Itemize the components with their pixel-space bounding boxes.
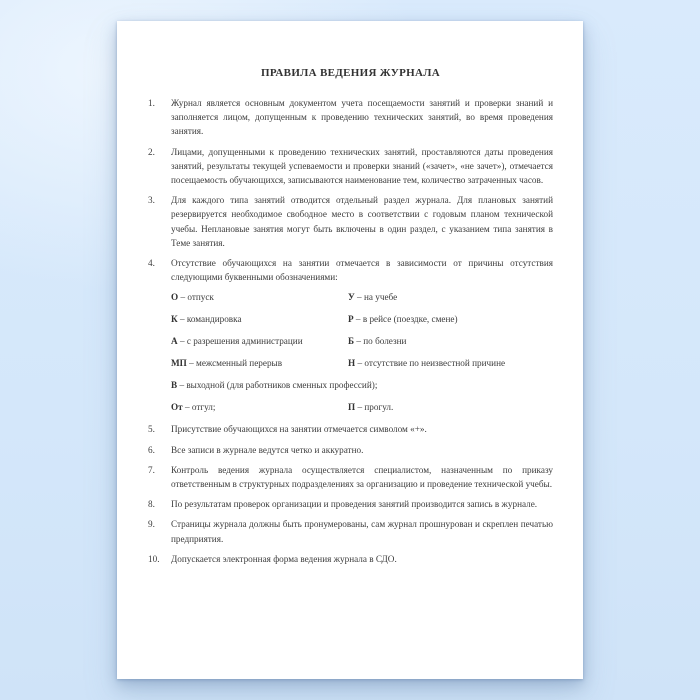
item-text: Допускается электронная форма ведения журнала в СДО. — [171, 553, 397, 564]
list-item-6 — [148, 443, 553, 457]
item-text: Контроль ведения журнала осуществляется специалистом, назначенным по приказу ответственным в структурных подразделениях за организацию и проведение технической учебы. — [171, 464, 553, 490]
absence-code: Б — [348, 336, 355, 347]
item-number: 3. — [148, 195, 155, 206]
absence-code: Р — [348, 314, 354, 325]
absence-code-label: – отгул; — [184, 402, 216, 413]
item-number: 4. — [148, 258, 155, 269]
list-item-4 — [148, 256, 553, 284]
absence-code: В — [171, 380, 178, 391]
item-number: 2. — [148, 146, 155, 157]
absence-code-cell — [171, 334, 348, 348]
absence-code: О — [171, 292, 179, 303]
item-number: 8. — [148, 499, 155, 510]
item-text: Лицами, допущенными к проведению технических занятий, проставляются даты проведения занятий, результаты текущей успеваемости и проверки знаний («зачет», «не зачет»), отмечается посещаемость обучающихся, записываются наименование тем, количество затраченных часов. — [171, 146, 553, 186]
absence-code-cell — [377, 378, 553, 392]
absence-code-label: – отсутствие по неизвестной причине — [357, 358, 506, 369]
absence-code-cell — [348, 312, 553, 326]
absence-code-row — [171, 334, 553, 348]
absence-code-cell — [348, 290, 553, 304]
absence-code: МП — [171, 358, 187, 369]
list-item-2 — [148, 145, 553, 188]
item-number: 1. — [148, 98, 155, 108]
item-text: Отсутствие обучающихся на занятии отмечается в зависимости от причины отсутствия следующими буквенными обозначениями: — [171, 258, 553, 283]
item-text: Присутствие обучающихся на занятии отмечается символом «+». — [171, 424, 427, 435]
absence-code-row — [171, 356, 553, 370]
absence-code-cell — [171, 312, 348, 326]
absence-code-row — [171, 400, 553, 414]
absence-code-cell — [171, 400, 348, 414]
list-item-3 — [148, 193, 553, 250]
item-number: 6. — [148, 444, 155, 455]
absence-code-label: – прогул. — [357, 402, 394, 413]
absence-code-cell — [171, 378, 377, 392]
list-item-9 — [148, 517, 553, 545]
absence-code-label: – командировка — [179, 314, 242, 325]
absence-code-label: – отпуск — [180, 292, 214, 303]
absence-code-label: – с разрешения администрации — [179, 336, 303, 347]
item-text: Все записи в журнале ведутся четко и аккуратно. — [171, 444, 364, 455]
list-item-8 — [148, 497, 553, 511]
absence-code-row — [171, 312, 553, 326]
absence-code-cell — [171, 290, 348, 304]
absence-code: Н — [348, 358, 356, 369]
absence-code-label: – выходной (для работников сменных профессий); — [179, 380, 378, 391]
absence-code-label: – межсменный перерыв — [189, 358, 283, 369]
absence-code: От — [171, 402, 183, 413]
absence-code: К — [171, 314, 178, 325]
absence-code: А — [171, 336, 178, 347]
absence-codes-list — [171, 290, 553, 414]
list-item-5 — [148, 422, 553, 436]
absence-code-cell — [171, 356, 348, 370]
page-title: ПРАВИЛА ВЕДЕНИЯ ЖУРНАЛА — [260, 67, 441, 79]
absence-code-label: – на учебе — [357, 292, 398, 303]
absence-code-row — [171, 378, 553, 392]
document-page — [117, 21, 583, 679]
absence-code-label: – по болезни — [356, 336, 407, 347]
item-text: Журнал является основным документом учета посещаемости занятий и проверки знаний и заполняется лицом, допущенным к проведению технических занятий, во время проведения занятия. — [171, 98, 553, 137]
absence-code-cell — [348, 334, 553, 348]
absence-code: У — [348, 292, 355, 303]
item-number: 10. — [148, 553, 160, 564]
absence-code-label: – в рейсе (поездке, смене) — [355, 314, 458, 325]
item-text: Страницы журнала должны быть пронумерованы, сам журнал прошнурован и скреплен печатью предприятия. — [171, 519, 553, 544]
absence-code: П — [348, 402, 356, 413]
absence-code-cell — [348, 356, 553, 370]
absence-code-cell — [348, 400, 553, 414]
list-item-1 — [148, 96, 553, 139]
list-item-7 — [148, 463, 553, 491]
item-number: 9. — [148, 519, 155, 530]
item-text: Для каждого типа занятий отводится отдельный раздел журнала. Для плановых занятий резервируется необходимое свободное место в соответствии с годовым планом технической учебы. Неплановые занятия могут быть включены в один раздел, с указанием типа занятия в Теме занятия. — [171, 195, 553, 248]
item-number: 7. — [148, 464, 155, 475]
item-number: 5. — [148, 424, 155, 435]
item-text: По результатам проверок организации и проведения занятий производится запись в журнале. — [171, 499, 538, 510]
absence-code-row — [171, 290, 553, 304]
list-item-10 — [148, 552, 553, 566]
